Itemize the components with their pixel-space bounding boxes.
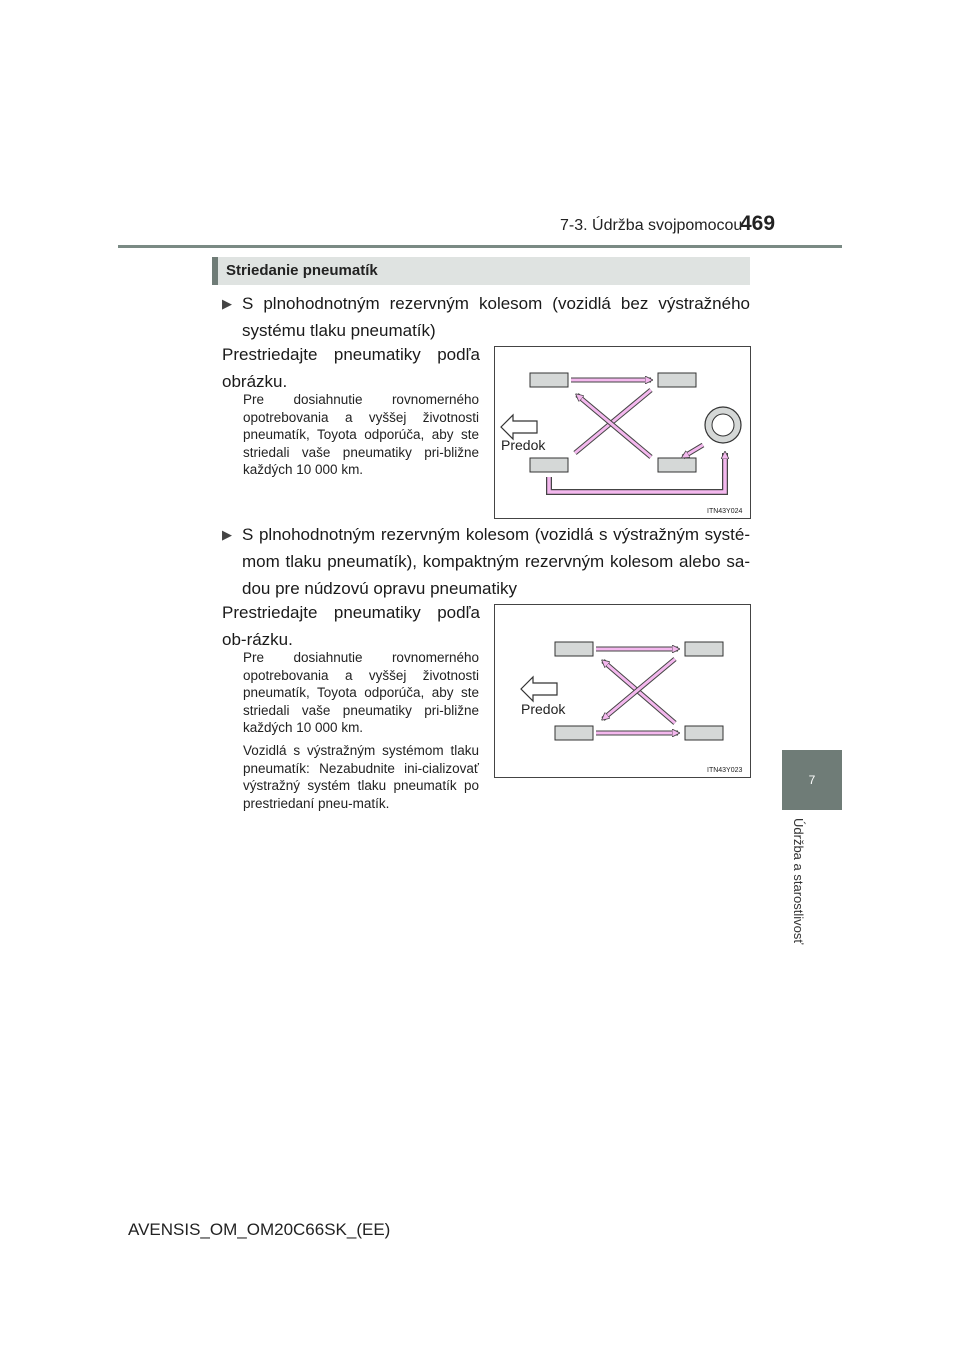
bullet-triangle-icon: ▶ <box>222 296 232 311</box>
chapter-number: 7 <box>808 773 816 787</box>
note-2b: Vozidlá s výstražným systémom tlaku pneumatík: Nezabudnite ini-cializovať výstražný systém tlaku pneumatík po prestriedaní pneu-matík. <box>243 743 479 811</box>
rotation-figure-2 <box>494 604 751 778</box>
bullet-item-2 <box>222 521 750 602</box>
tire-front-left <box>555 642 593 656</box>
arrow-rear-left-to-front-right <box>575 390 651 453</box>
bullet-triangle-icon: ▶ <box>222 527 232 542</box>
arrow-rear-left-to-spare <box>549 453 725 492</box>
bullet-text-1: S plnohodnotným rezervným kolesom (vozidlá bez výstražného systému tlaku pneumatík) <box>242 294 750 340</box>
section-accent <box>212 257 218 285</box>
page-number: 469 <box>740 212 776 235</box>
rotation-diagram-1 <box>495 347 750 518</box>
rotation-figure-1 <box>494 346 751 519</box>
bullet-text-2: S plnohodnotným rezervným kolesom (vozidlá s výstražným systé-mom tlaku pneumatík), kompaktným rezervným kolesom alebo sa-dou pre núdzovú opravu pneumatiky <box>242 525 750 598</box>
figure-code-2: ITN43Y023 <box>707 767 743 774</box>
header-section-title: 7-3. Údržba svojpomocou <box>560 217 743 234</box>
tire-front-left <box>530 373 568 387</box>
note-1: Pre dosiahnutie rovnomerného opotrebovania a vyššej životnosti pneumatík, Toyota odporúča, aby ste striedali vaše pneumatiky pri-bližne každých 10 000 km. <box>243 392 479 477</box>
front-direction-label: Predok <box>521 701 566 717</box>
tire-rear-left <box>555 726 593 740</box>
header-rule <box>118 245 842 248</box>
front-direction-arrow-icon <box>521 677 557 701</box>
instruction-2: Prestriedajte pneumatiky podľa ob-rázku. <box>222 603 480 649</box>
note-2a: Pre dosiahnutie rovnomerného opotrebovania a vyššej životnosti pneumatík, Toyota odporúča, aby ste striedali vaše pneumatiky pri-bližne každých 10 000 km. <box>243 650 479 735</box>
tire-rear-right <box>658 458 696 472</box>
section-title: Striedanie pneumatík <box>226 262 378 279</box>
chapter-label: Údržba a starostlivosť <box>791 818 806 945</box>
figure-code-1: ITN43Y024 <box>707 508 743 515</box>
front-direction-arrow-icon <box>501 415 537 439</box>
rotation-diagram-2 <box>495 605 750 777</box>
document-code: AVENSIS_OM_OM20C66SK_(EE) <box>128 1220 391 1239</box>
tire-front-right <box>658 373 696 387</box>
arrow-spare-to-rear-right <box>683 445 703 457</box>
tire-front-right <box>685 642 723 656</box>
chapter-tab <box>782 750 842 810</box>
spare-tire-hub <box>712 414 734 436</box>
bullet-item-1 <box>222 290 750 344</box>
instruction-1: Prestriedajte pneumatiky podľa obrázku. <box>222 345 480 391</box>
tire-rear-right <box>685 726 723 740</box>
front-direction-label: Predok <box>501 437 546 453</box>
tire-rear-left <box>530 458 568 472</box>
section-title-bar <box>212 257 750 285</box>
arrow-rear-right-to-front-left <box>577 395 651 457</box>
